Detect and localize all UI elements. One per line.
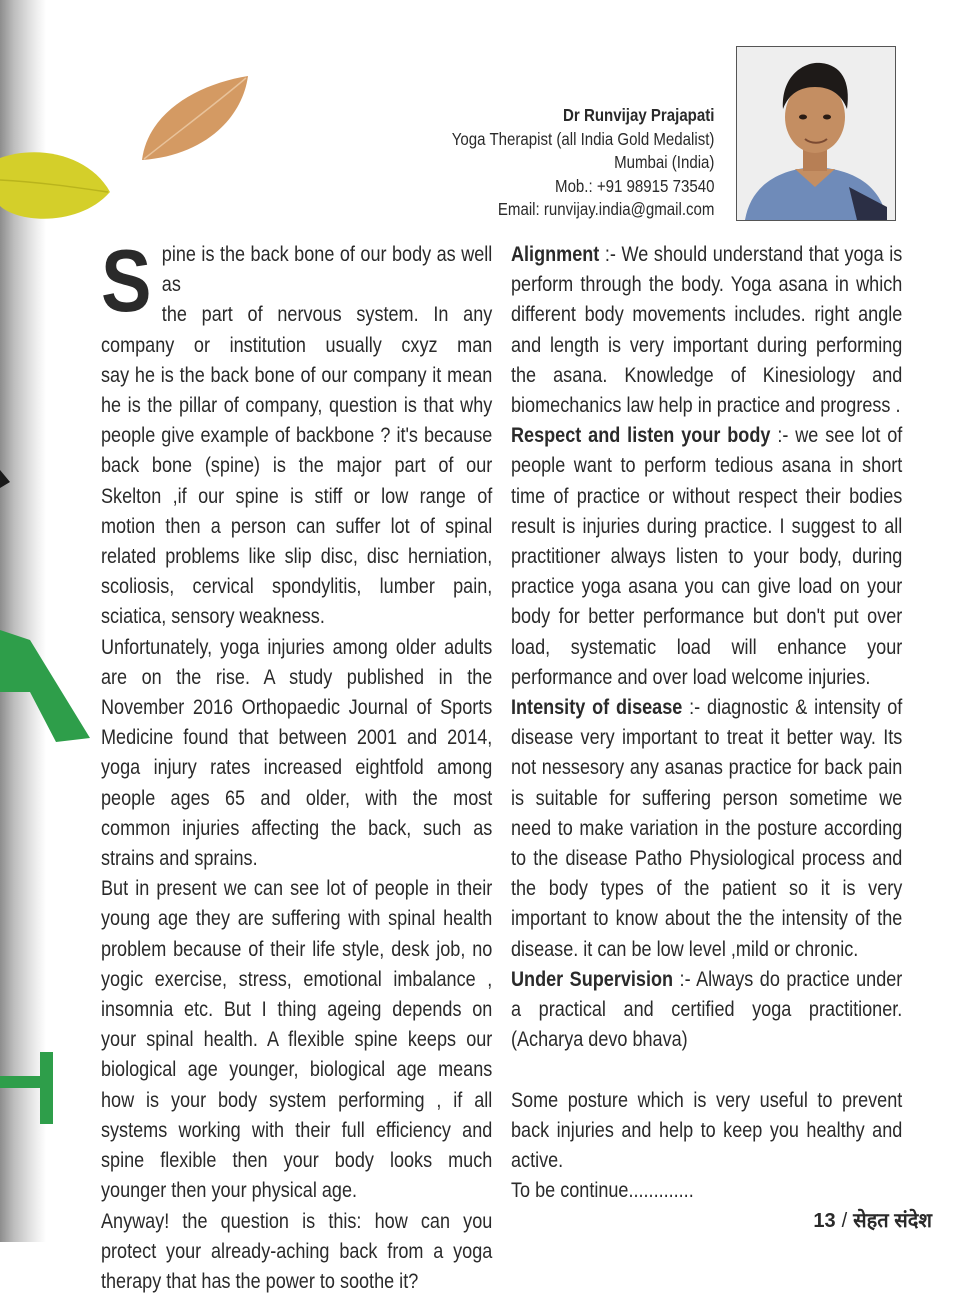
article-column-left [101, 240, 492, 1297]
lead-line: the part of nervous system. In any [101, 300, 492, 330]
section-supervision [511, 965, 902, 1056]
section-text: :- we see lot of people want to perform tedious asana in short time of practice or without respect their bodies result is injuries during practice. I suggest to all practitioner always listen to your body, during practice yoga asana you can give load on your body for better performance but don't put over load, systematic load will enhance your performance and over load welcome injuries. [511, 424, 902, 689]
body-paragraph: Unfortunately, yoga injuries among older adults are on the rise. A study published in the November 2016 Orthopaedic Journal of Sports Medicine found that between 2001 and 2014, yoga injury rates increased eightfold among people ages 65 and older, with the most common injuries affecting the back, such as strains and sprains. [101, 633, 492, 875]
page-number: 13 [813, 1210, 835, 1232]
section-text: :- Always do practice under a practical and certified yoga practitioner. (Acharya devo bhava) [511, 968, 902, 1051]
section-heading: Alignment [511, 243, 599, 266]
section-heading: Respect and listen your body [511, 424, 770, 447]
author-location: Mumbai (India) [451, 151, 714, 175]
section-alignment [511, 240, 902, 421]
author-title: Yoga Therapist (all India Gold Medalist) [451, 128, 714, 152]
intro-paragraph [101, 240, 492, 633]
closing-paragraph: Some posture which is very useful to prevent back injuries and help to keep you healthy and active. [511, 1086, 902, 1177]
article-column-right [511, 240, 902, 1206]
author-email: Email: runvijay.india@gmail.com [451, 198, 714, 222]
lead-line: company or institution usually cxyz man [101, 331, 492, 361]
green-letter-h-fragment [0, 1052, 56, 1128]
drop-cap: S [101, 246, 151, 316]
section-text: :- diagnostic & intensity of disease very important to treat it better way. Its not nessesory any asanas practice for back pain is suitable for suffering person sometime we need to make variation in the posture according to the disease Patho Physiological process and the body types of the patient so it is very important to know about the the intensity of the disease. it can be low level ,mild or chronic. [511, 696, 902, 961]
author-portrait-icon [737, 47, 895, 220]
footer-separator: / [842, 1210, 848, 1232]
author-name: Dr Runvijay Prajapati [451, 104, 714, 128]
section-heading: Intensity of disease [511, 696, 682, 719]
green-letter-a-fragment [0, 470, 92, 750]
intro-paragraph-rest: say he is the back bone of our company it mean he is the pillar of company, question is that why people give example of backbone ? it's because back bone (spine) is the major part of our Skelton ,if our spine is stiff or low range of motion then a person can suffer lot of spinal related problems like slip disc, disc herniation, scoliosis, cervical spondylitis, lumber pain, sciatica, sensory weakness. [101, 364, 492, 629]
author-mobile: Mob.: +91 98915 73540 [451, 175, 714, 199]
section-heading: Under Supervision [511, 968, 673, 991]
section-intensity [511, 693, 902, 965]
yellow-leaf-icon [0, 148, 112, 226]
paragraph-gap [511, 1055, 902, 1085]
author-info [451, 104, 714, 222]
body-paragraph: But in present we can see lot of people in their young age they are suffering with spinal health problem because of their life style, desk job, no yogic exercise, stress, emotional imbalance , insomnia etc. But I thing ageing depends on your spinal health. A flexible spine keeps our biological age younger, biological age means how is your body system performing , if all systems working with their full efficiency and spine flexible then your body looks much younger then your physical age. [101, 874, 492, 1206]
magazine-name: सेहत संदेश [853, 1210, 932, 1232]
lead-line: pine is the back bone of our body as well as [101, 240, 492, 300]
author-photo [736, 46, 896, 221]
page-footer [813, 1206, 932, 1233]
orange-leaf-icon [138, 72, 253, 164]
body-paragraph: Anyway! the question is this: how can you protect your already-aching back from a yoga therapy that has the power to soothe it? [101, 1207, 492, 1297]
section-respect [511, 421, 902, 693]
continue-note: To be continue............. [511, 1176, 902, 1206]
section-text: :- We should understand that yoga is perform through the body. Yoga asana in which different body movements includes. right angle and length is very important during performing the asana. Knowledge of Kinesiology and biomechanics law help in practice and progress . [511, 243, 902, 417]
